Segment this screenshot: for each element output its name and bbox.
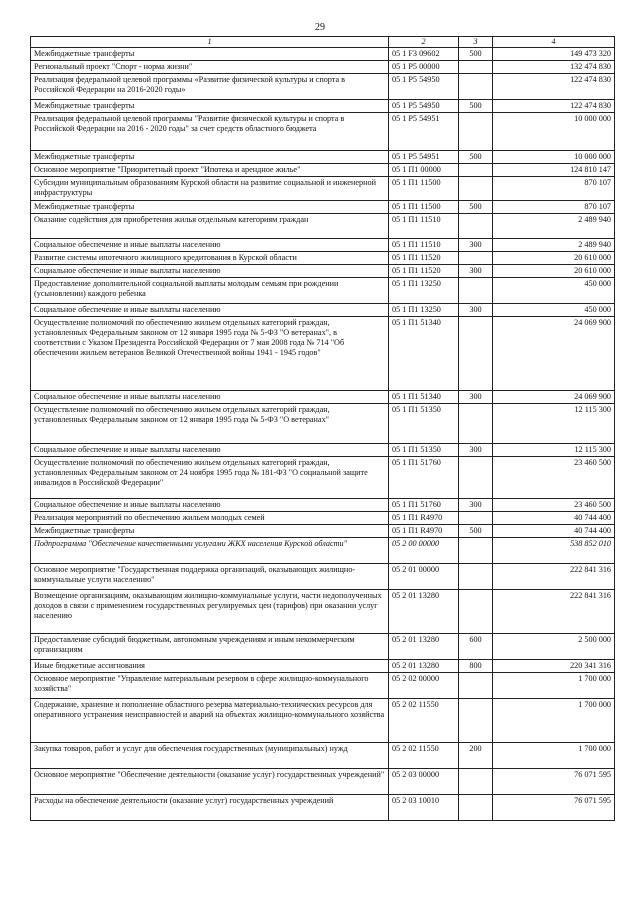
- table-row: [31, 512, 615, 525]
- row-code: 05 2 02 11550: [389, 699, 459, 743]
- row-code: 05 2 02 00000: [389, 673, 459, 699]
- table-row: [31, 634, 615, 660]
- row-expense-type: 300: [459, 304, 493, 317]
- row-amount: 149 473 320: [493, 48, 615, 61]
- row-expense-type: [459, 538, 493, 564]
- budget-table: [30, 36, 615, 821]
- table-row: [31, 525, 615, 538]
- row-code: 05 1 П1 11520: [389, 265, 459, 278]
- row-amount: 538 852 010: [493, 538, 615, 564]
- row-expense-type: 500: [459, 201, 493, 214]
- row-code: 05 1 П1 13250: [389, 304, 459, 317]
- row-name: Основное мероприятие "Приоритетный проект "Ипотека и арендное жилье": [31, 164, 389, 177]
- row-expense-type: 600: [459, 634, 493, 660]
- row-code: 05 2 03 10010: [389, 795, 459, 821]
- row-amount: 220 341 316: [493, 660, 615, 673]
- table-row: [31, 660, 615, 673]
- table-row: [31, 795, 615, 821]
- table-row: [31, 590, 615, 634]
- row-amount: 76 071 595: [493, 769, 615, 795]
- table-row: [31, 304, 615, 317]
- row-expense-type: [459, 564, 493, 590]
- table-row: [31, 499, 615, 512]
- row-amount: 1 700 000: [493, 699, 615, 743]
- row-code: 05 2 01 00000: [389, 564, 459, 590]
- row-name: Возмещение организациям, оказывающим жилищно-коммунальные услуги, части недополученных доходов в связи с применением государственных регулируемых цен (тарифов) при оказании услуг населению: [31, 590, 389, 634]
- row-name: Осуществление полномочий по обеспечению жильем отдельных категорий граждан, установленных Федеральным законом от 12 января 1995 года № 5-ФЗ "О ветеранах": [31, 404, 389, 444]
- table-row: [31, 673, 615, 699]
- header-col-3: 3: [459, 37, 493, 48]
- row-expense-type: [459, 278, 493, 304]
- row-name: Реализация федеральной целевой программы «Развитие физической культуры и спорта в Российской Федерации на 2016-2020 годы»: [31, 74, 389, 100]
- row-name: Межбюджетные трансферты: [31, 100, 389, 113]
- row-amount: 20 610 000: [493, 265, 615, 278]
- table-row: [31, 769, 615, 795]
- row-name: Основное мероприятие "Государственная поддержка организаций, оказывающих жилищно-коммунальные услуги населению": [31, 564, 389, 590]
- row-name: Основное мероприятие "Управление материальным резервом в сфере жилищно-коммунального хозяйства": [31, 673, 389, 699]
- row-code: 05 1 П1 13250: [389, 278, 459, 304]
- row-amount: 40 744 400: [493, 512, 615, 525]
- table-row: [31, 214, 615, 239]
- row-code: 05 2 01 13280: [389, 634, 459, 660]
- row-expense-type: [459, 214, 493, 239]
- row-code: 05 1 П1 11520: [389, 252, 459, 265]
- row-expense-type: 500: [459, 100, 493, 113]
- row-amount: 12 115 300: [493, 444, 615, 457]
- row-code: 05 1 П1 51340: [389, 317, 459, 391]
- row-amount: 222 841 316: [493, 590, 615, 634]
- row-amount: 124 810 147: [493, 164, 615, 177]
- table-row: [31, 699, 615, 743]
- row-amount: 12 115 300: [493, 404, 615, 444]
- header-col-1: 1: [31, 37, 389, 48]
- row-code: 05 1 П1 11500: [389, 201, 459, 214]
- row-name: Предоставление субсидий бюджетным, автономным учреждениям и иным некоммерческим организациям: [31, 634, 389, 660]
- row-code: 05 1 F3 09602: [389, 48, 459, 61]
- row-expense-type: 300: [459, 265, 493, 278]
- table-row: [31, 113, 615, 151]
- row-amount: 2 489 940: [493, 214, 615, 239]
- row-amount: 23 460 500: [493, 457, 615, 499]
- row-amount: 1 700 000: [493, 673, 615, 699]
- row-name: Осуществление полномочий по обеспечению жильем отдельных категорий граждан, установленных Федеральным законом от 12 января 1995 года № 5-ФЗ "О ветеранах", в соответствии с Указом Президента Российской Федерации от 7 мая 2008 года № 714 "Об обеспечении жильем ветеранов Великой Отечественной войны 1941 - 1945 годов": [31, 317, 389, 391]
- row-name: Оказание содействия для приобретения жилья отдельным категориям граждан: [31, 214, 389, 239]
- row-code: 05 2 03 00000: [389, 769, 459, 795]
- row-expense-type: [459, 769, 493, 795]
- row-amount: 24 069 900: [493, 317, 615, 391]
- table-row: [31, 457, 615, 499]
- row-code: 05 2 00 00000: [389, 538, 459, 564]
- row-expense-type: [459, 317, 493, 391]
- row-expense-type: [459, 795, 493, 821]
- row-expense-type: [459, 699, 493, 743]
- row-code: 05 1 П1 51760: [389, 499, 459, 512]
- row-code: 05 1 П1 11510: [389, 214, 459, 239]
- table-row: [31, 164, 615, 177]
- row-expense-type: 200: [459, 743, 493, 769]
- row-amount: 122 474 830: [493, 74, 615, 100]
- table-row: [31, 278, 615, 304]
- row-expense-type: [459, 61, 493, 74]
- table-header-row: [31, 37, 615, 48]
- row-expense-type: [459, 512, 493, 525]
- row-name: Региональный проект "Спорт - норма жизни": [31, 61, 389, 74]
- row-name: Реализация мероприятий по обеспечению жильем молодых семей: [31, 512, 389, 525]
- row-amount: 870 107: [493, 177, 615, 201]
- row-name: Межбюджетные трансферты: [31, 525, 389, 538]
- row-name: Подпрограмма "Обеспечение качественными услугами ЖКХ населения Курской области": [31, 538, 389, 564]
- table-row: [31, 201, 615, 214]
- row-amount: 76 071 595: [493, 795, 615, 821]
- row-code: 05 1 P5 00000: [389, 61, 459, 74]
- row-code: 05 2 02 11550: [389, 743, 459, 769]
- row-code: 05 1 П1 11510: [389, 239, 459, 252]
- row-expense-type: [459, 457, 493, 499]
- table-row: [31, 743, 615, 769]
- table-row: [31, 252, 615, 265]
- row-code: 05 1 P5 54950: [389, 74, 459, 100]
- table-row: [31, 177, 615, 201]
- row-expense-type: [459, 74, 493, 100]
- row-code: 05 1 П1 00000: [389, 164, 459, 177]
- row-name: Социальное обеспечение и иные выплаты населению: [31, 304, 389, 317]
- row-name: Субсидии муниципальным образованиям Курской области на развитие социальной и инженерной инфраструктуры: [31, 177, 389, 201]
- table-row: [31, 564, 615, 590]
- row-expense-type: 300: [459, 444, 493, 457]
- row-name: Межбюджетные трансферты: [31, 151, 389, 164]
- row-code: 05 2 01 13280: [389, 590, 459, 634]
- row-expense-type: 500: [459, 151, 493, 164]
- row-code: 05 1 П1 51350: [389, 444, 459, 457]
- row-name: Социальное обеспечение и иные выплаты населению: [31, 391, 389, 404]
- row-name: Расходы на обеспечение деятельности (оказание услуг) государственных учреждений: [31, 795, 389, 821]
- row-amount: 2 500 000: [493, 634, 615, 660]
- row-name: Осуществление полномочий по обеспечению жильем отдельных категорий граждан, установленных Федеральным законом от 24 ноября 1995 года № 181-ФЗ "О социальной защите инвалидов в Российской Федерации": [31, 457, 389, 499]
- row-amount: 24 069 900: [493, 391, 615, 404]
- row-code: 05 1 П1 51340: [389, 391, 459, 404]
- row-expense-type: [459, 164, 493, 177]
- row-expense-type: [459, 252, 493, 265]
- table-body: [31, 48, 615, 821]
- row-amount: 23 460 500: [493, 499, 615, 512]
- row-expense-type: [459, 673, 493, 699]
- row-expense-type: [459, 404, 493, 444]
- row-code: 05 1 P5 54951: [389, 113, 459, 151]
- row-expense-type: 800: [459, 660, 493, 673]
- table-row: [31, 48, 615, 61]
- row-name: Предоставление дополнительной социальной выплаты молодым семьям при рождении (усыновлении) каждого ребенка: [31, 278, 389, 304]
- row-expense-type: 300: [459, 391, 493, 404]
- row-code: 05 1 П1 11500: [389, 177, 459, 201]
- table-row: [31, 265, 615, 278]
- row-expense-type: 500: [459, 48, 493, 61]
- row-name: Социальное обеспечение и иные выплаты населению: [31, 239, 389, 252]
- row-name: Развитие системы ипотечного жилищного кредитования в Курской области: [31, 252, 389, 265]
- row-amount: 870 107: [493, 201, 615, 214]
- row-name: Закупка товаров, работ и услуг для обеспечения государственных (муниципальных) нужд: [31, 743, 389, 769]
- table-row: [31, 404, 615, 444]
- table-row: [31, 61, 615, 74]
- row-name: Основное мероприятие "Обеспечение деятельности (оказание услуг) государственных учреждений": [31, 769, 389, 795]
- row-amount: 10 000 000: [493, 151, 615, 164]
- table-row: [31, 74, 615, 100]
- row-name: Социальное обеспечение и иные выплаты населению: [31, 265, 389, 278]
- page-number: 29: [315, 22, 325, 33]
- table-row: [31, 151, 615, 164]
- row-amount: 2 489 940: [493, 239, 615, 252]
- row-name: Содержание, хранение и пополнение областного резерва материально-технических ресурсов для оперативного устранения неисправностей и аварий на объектах жилищно-коммунального хозяйства: [31, 699, 389, 743]
- row-amount: 20 610 000: [493, 252, 615, 265]
- row-name: Реализация федеральной целевой программы "Развитие физической культуры и спорта в Российской Федерации на 2016 - 2020 годы" за счет средств областного бюджета: [31, 113, 389, 151]
- table-row: [31, 239, 615, 252]
- table-row: [31, 100, 615, 113]
- row-expense-type: [459, 177, 493, 201]
- row-code: 05 1 П1 51350: [389, 404, 459, 444]
- table-row: [31, 391, 615, 404]
- row-amount: 122 474 830: [493, 100, 615, 113]
- row-amount: 132 474 830: [493, 61, 615, 74]
- row-amount: 1 700 000: [493, 743, 615, 769]
- row-name: Межбюджетные трансферты: [31, 201, 389, 214]
- row-amount: 450 000: [493, 304, 615, 317]
- header-col-2: 2: [389, 37, 459, 48]
- row-name: Межбюджетные трансферты: [31, 48, 389, 61]
- row-code: 05 1 P5 54950: [389, 100, 459, 113]
- row-amount: 450 000: [493, 278, 615, 304]
- row-amount: 222 841 316: [493, 564, 615, 590]
- row-amount: 10 000 000: [493, 113, 615, 151]
- row-expense-type: 300: [459, 499, 493, 512]
- row-code: 05 1 П1 51760: [389, 457, 459, 499]
- table-row: [31, 538, 615, 564]
- row-expense-type: [459, 590, 493, 634]
- header-col-4: 4: [493, 37, 615, 48]
- row-code: 05 1 П1 R4970: [389, 525, 459, 538]
- row-code: 05 1 P5 54951: [389, 151, 459, 164]
- table-row: [31, 317, 615, 391]
- row-expense-type: [459, 113, 493, 151]
- row-name: Социальное обеспечение и иные выплаты населению: [31, 444, 389, 457]
- row-expense-type: 300: [459, 239, 493, 252]
- table-row: [31, 444, 615, 457]
- row-code: 05 1 П1 R4970: [389, 512, 459, 525]
- row-code: 05 2 01 13280: [389, 660, 459, 673]
- row-name: Иные бюджетные ассигнования: [31, 660, 389, 673]
- row-amount: 40 744 400: [493, 525, 615, 538]
- row-expense-type: 500: [459, 525, 493, 538]
- row-name: Социальное обеспечение и иные выплаты населению: [31, 499, 389, 512]
